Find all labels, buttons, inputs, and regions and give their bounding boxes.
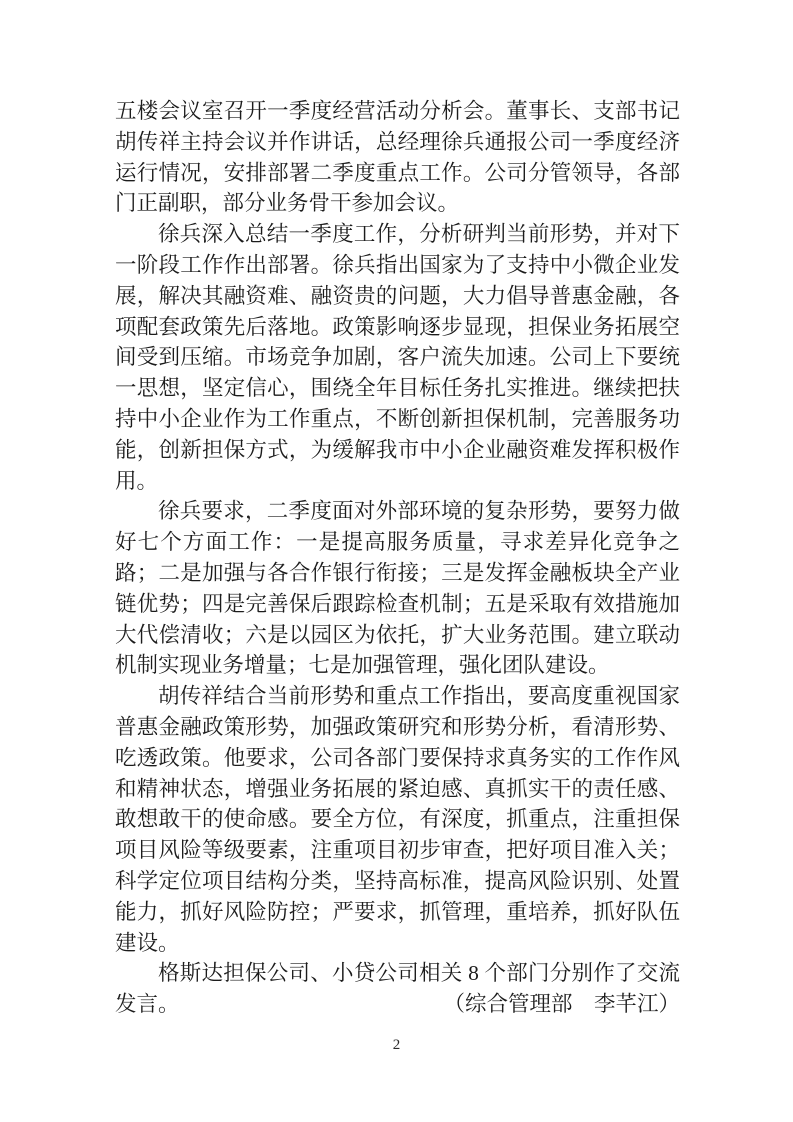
paragraph-xubing-summary: 徐兵深入总结一季度工作，分析研判当前形势，并对下一阶段工作作出部署。徐兵指出国家为了支持中小微企业发展，解决其融资难、融资贵的问题，大力倡导普惠金融，各项配套政策先后落地。政策影响逐步显现，担保业务拓展空间受到压缩。市场竞争加剧，客户流失加速。公司上下要统一思想，坚定信心，围绕全年目标任务扎实推进。继续把扶持中小企业作为工作重点，不断创新担保机制，完善服务功能，创新担保方式，为缓解我市中小企业融资难发挥积极作用。 <box>115 222 680 493</box>
paragraph-closing <box>115 958 680 1020</box>
closing-text: 格斯达担保公司、小贷公司相关 8 个部门分别作了交流发言。 <box>115 961 680 1017</box>
page-number: 2 <box>392 1037 401 1053</box>
paragraph-xubing-requirements: 徐兵要求，二季度面对外部环境的复杂形势，要努力做好七个方面工作：一是提高服务质量，寻求差异化竞争之路；二是加强与各合作银行衔接；三是发挥金融板块全产业链优势；四是完善保后跟踪检查机制；五是采取有效措施加大代偿清收；六是以园区为依托，扩大业务范围。建立联动机制实现业务增量；七是加强管理，强化团队建设。 <box>115 499 680 678</box>
attribution: （综合管理部 李芊江） <box>443 992 680 1017</box>
paragraph-continuation: 五楼会议室召开一季度经营活动分析会。董事长、支部书记胡传祥主持会议并作讲话，总经理徐兵通报公司一季度经济运行情况，安排部署二季度重点工作。公司分管领导，各部门正副职，部分业务骨干参加会议。 <box>115 99 680 216</box>
document-body <box>115 96 680 1020</box>
paragraph-huchuanxiang-remarks: 胡传祥结合当前形势和重点工作指出，要高度重视国家普惠金融政策形势，加强政策研究和形势分析，看清形势、吃透政策。他要求，公司各部门要保持求真务实的工作作风和精神状态，增强业务拓展的紧迫感、真抓实干的责任感、敢想敢干的使命感。要全方位，有深度，抓重点，注重担保项目风险等级要素，注重项目初步审查，把好项目准入关；科学定位项目结构分类，坚持高标准，提高风险识别、处置能力，抓好风险防控；严要求，抓管理，重培养，抓好队伍建设。 <box>115 684 680 955</box>
